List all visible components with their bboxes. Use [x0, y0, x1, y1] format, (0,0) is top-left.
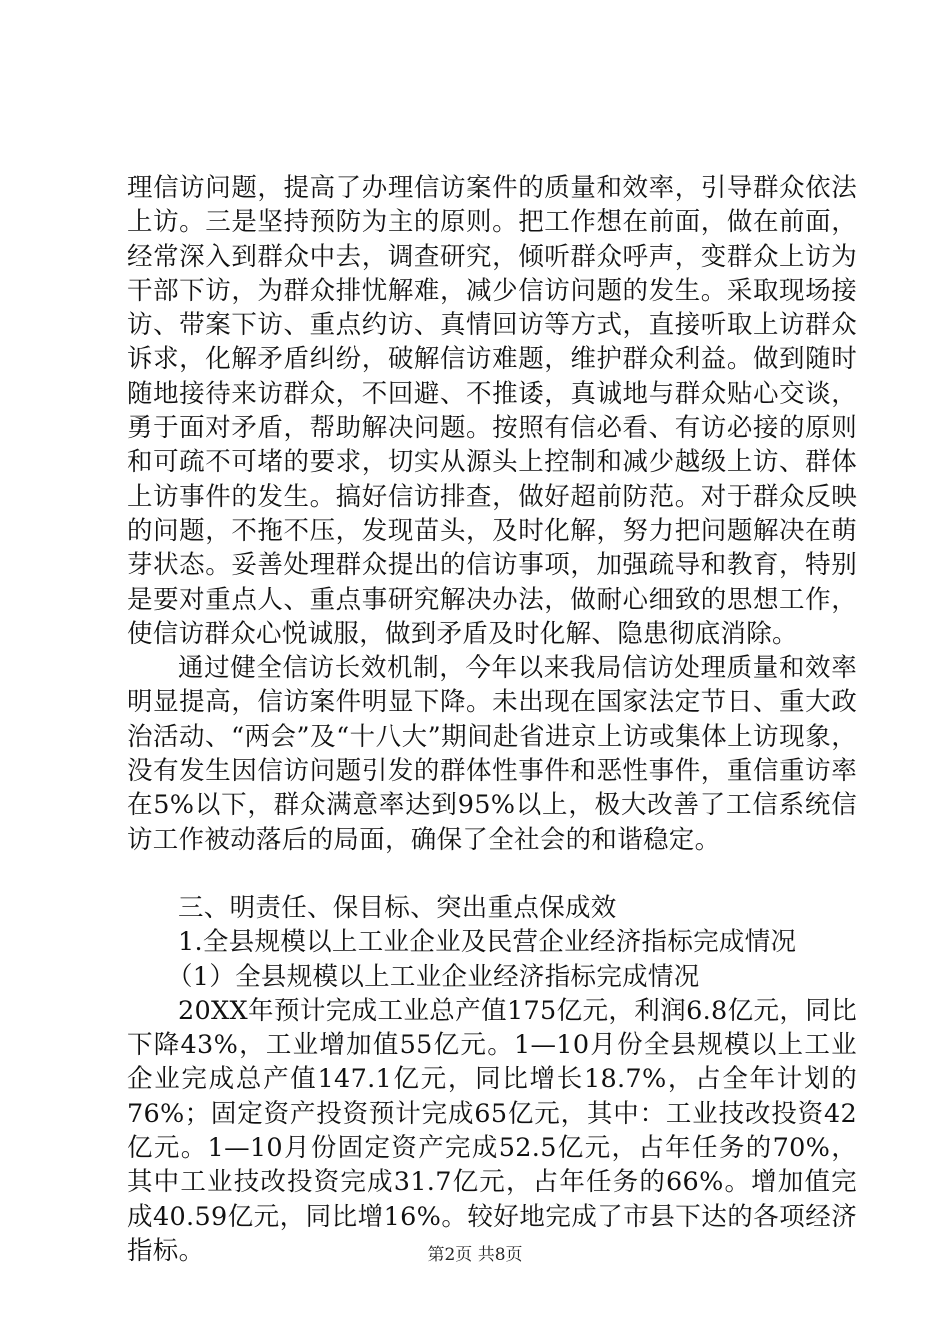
- document-body: [127, 171, 857, 1268]
- subsection-heading-3-1: 1.全县规模以上工业企业及民营企业经济指标完成情况: [178, 927, 797, 958]
- section-heading-3: 三、明责任、保目标、突出重点保成效: [178, 892, 617, 923]
- paragraph-petition-results: 通过健全信访长效机制，今年以来我局信访处理质量和效率明显提高，信访案件明显下降。未出现在国家法定节日、重大政治活动、“两会”及“十八大”期间赴省进京上访或集体上访现象，没有发生因信访问题引发的群体性事件和恶性事件，重信重访率在5%以下，群众满意率达到95%以上，极大改善了工信系统信访工作被动落后的局面，确保了全社会的和谐稳定。: [127, 653, 857, 855]
- subsection-heading-3-1-1: （1）全县规模以上工业企业经济指标完成情况: [167, 961, 700, 992]
- page-footer: 第2页 共8页: [427, 1245, 523, 1265]
- paragraph-industrial-indicators: 20XX年预计完成工业总产值175亿元，利润6.8亿元，同比下降43%，工业增加值55亿元。1—10月份全县规模以上工业企业完成总产值147.1亿元，同比增长18.7%，占全年计划的76%；固定资产投资预计完成65亿元，其中：工业技改投资42亿元。1—10月份固定资产完成52.5亿元，占年任务的70%，其中工业技改投资完成31.7亿元，占年任务的66%。增加值完成40.59亿元，同比增16%。较好地完成了市县下达的各项经济指标。: [127, 995, 857, 1266]
- paragraph-petition-prevention: 理信访问题，提高了办理信访案件的质量和效率，引导群众依法上访。三是坚持预防为主的原则。把工作想在前面，做在前面，经常深入到群众中去，调查研究，倾听群众呼声，变群众上访为干部下访，为群众排忧解难，减少信访问题的发生。采取现场接访、带案下访、重点约访、真情回访等方式，直接听取上访群众诉求，化解矛盾纠纷，破解信访难题，维护群众利益。做到随时随地接待来访群众，不回避、不推诿，真诚地与群众贴心交谈，勇于面对矛盾，帮助解决问题。按照有信必看、有访必接的原则和可疏不可堵的要求，切实从源头上控制和减少越级上访、群体上访事件的发生。搞好信访排查，做好超前防范。对于群众反映的问题，不拖不压，发现苗头，及时化解，努力把问题解决在萌芽状态。妥善处理群众提出的信访事项，加强疏导和教育，特别是要对重点人、重点事研究解决办法，做耐心细致的思想工作，使信访群众心悦诚服，做到矛盾及时化解、隐患彻底消除。: [127, 173, 857, 649]
